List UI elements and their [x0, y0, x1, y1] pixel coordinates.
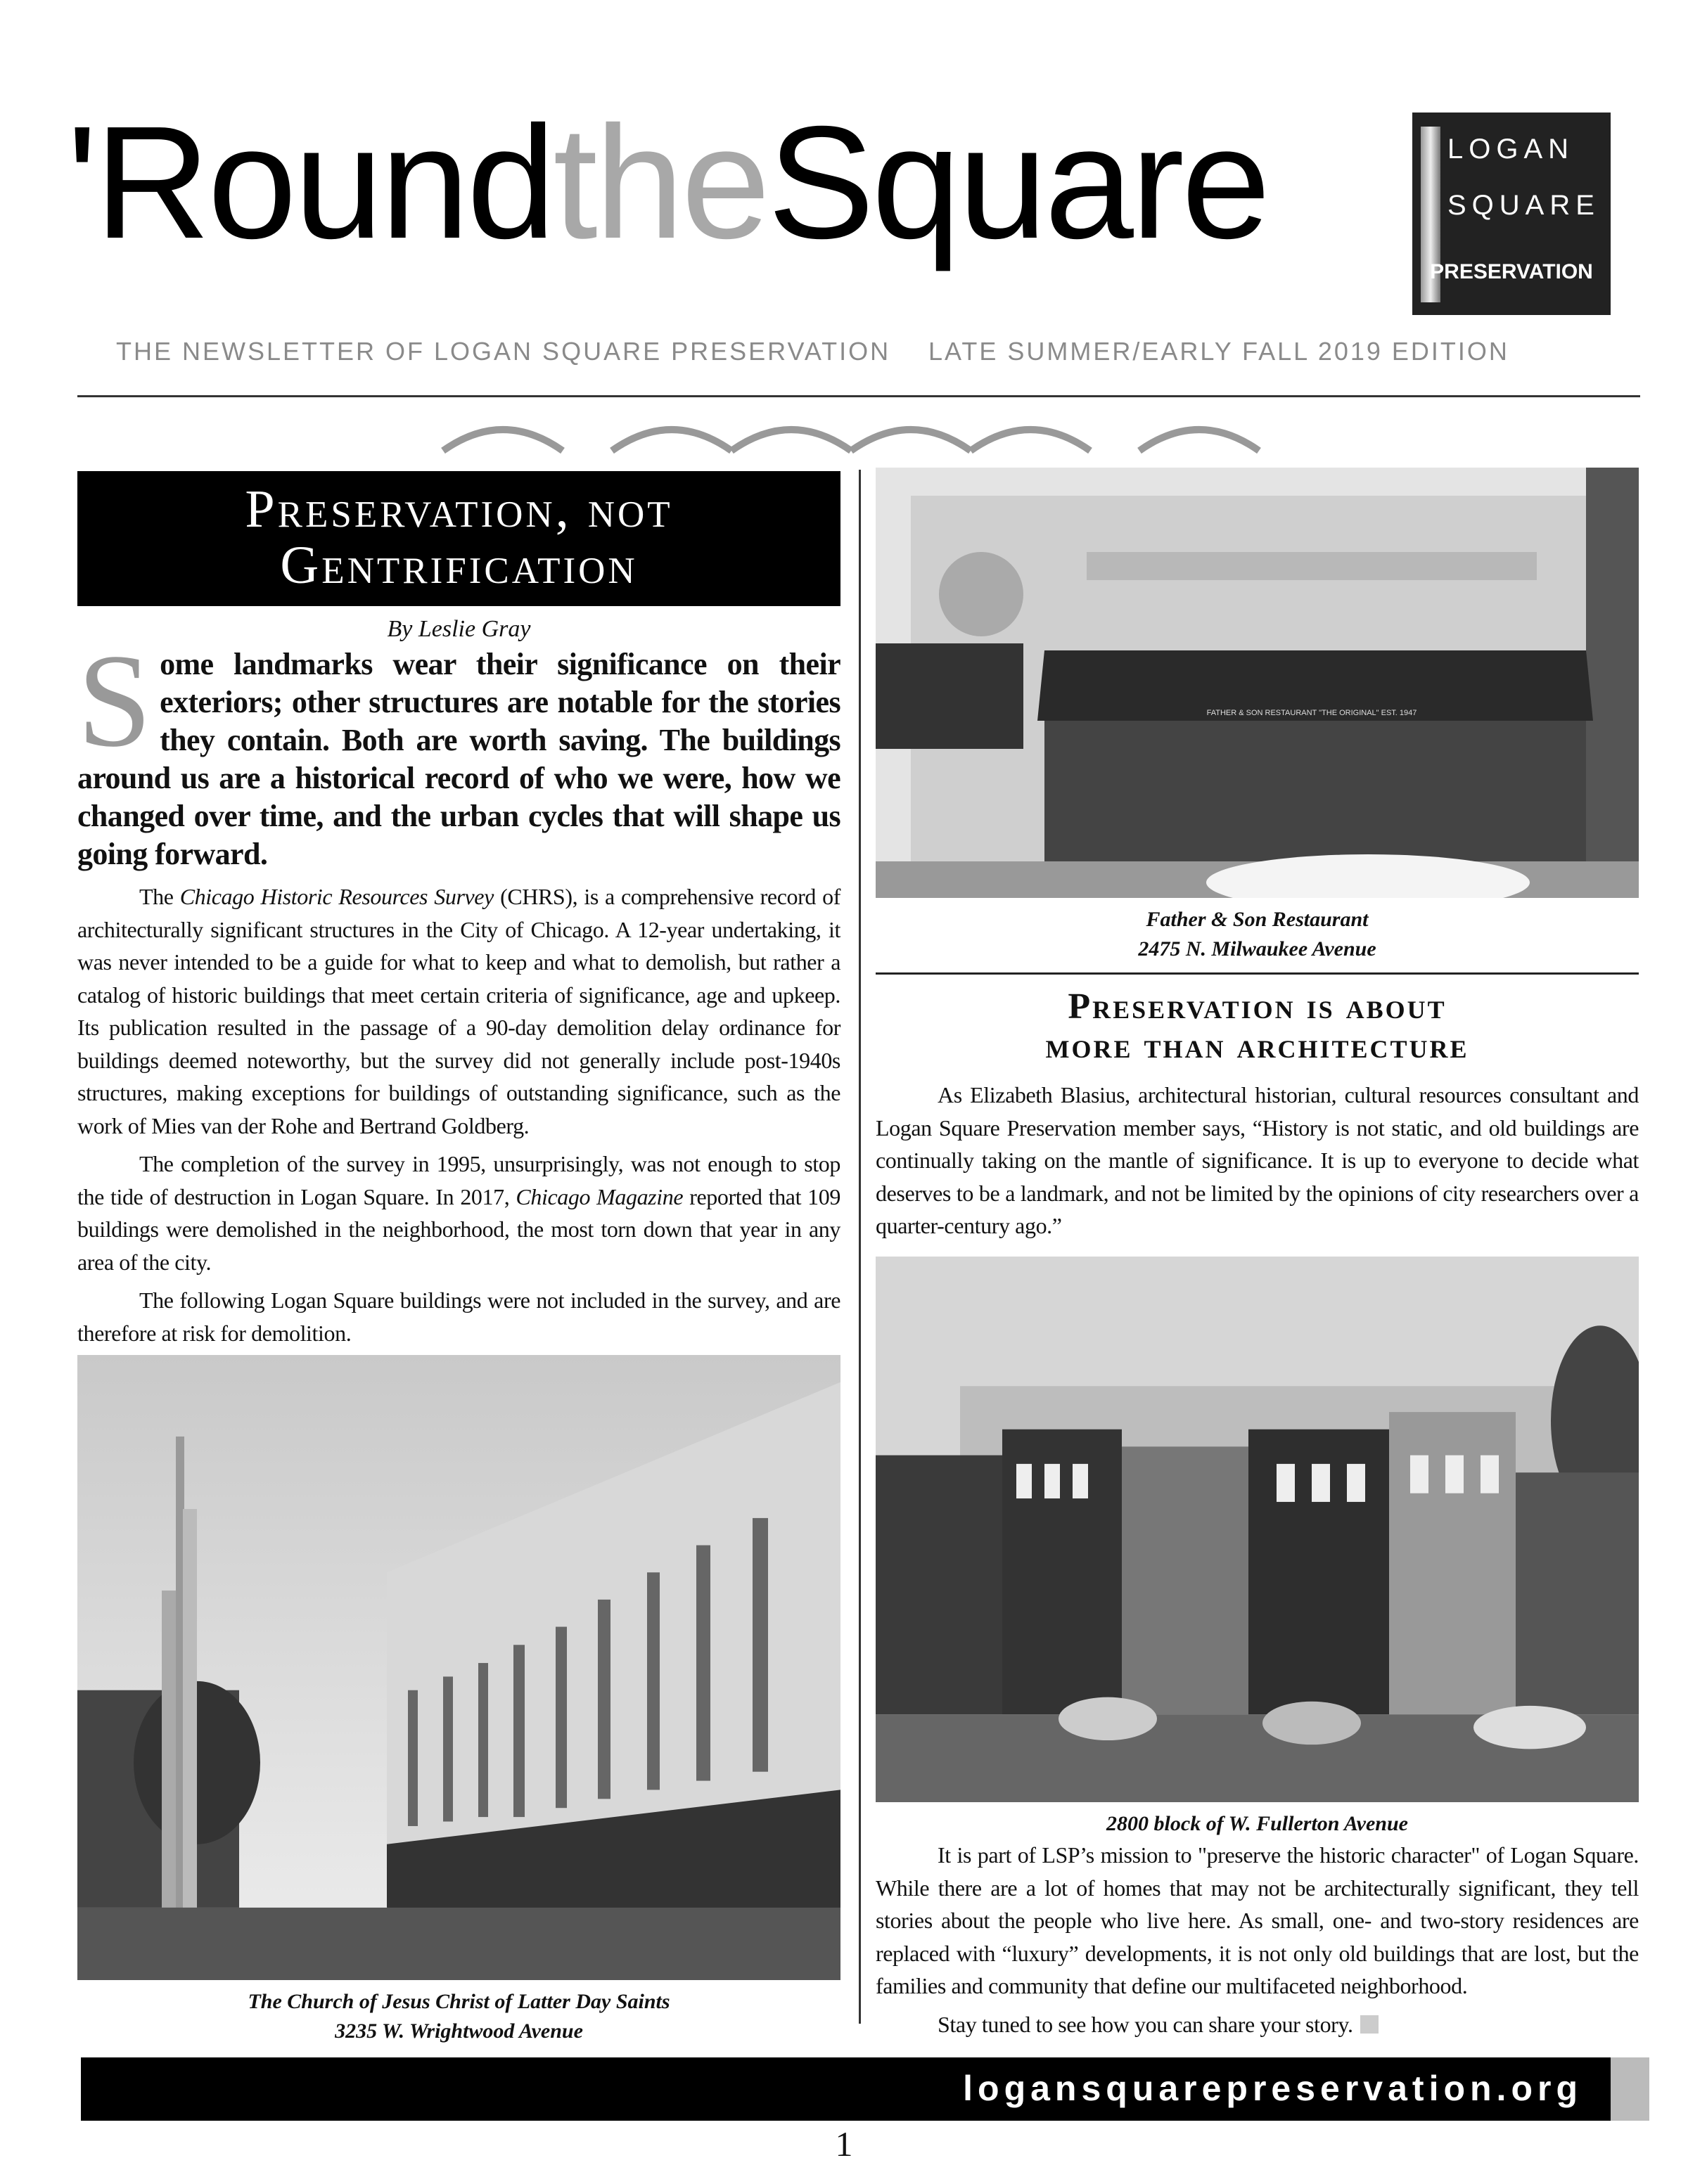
- title-square: Square: [767, 94, 1268, 272]
- church-photo-caption: [77, 1987, 840, 2046]
- end-mark-icon: [1360, 2015, 1379, 2034]
- logo-line-3: PRESERVATION: [1430, 260, 1593, 283]
- church-photo: [77, 1355, 840, 1980]
- article-headline: Preservation, not Gentrification: [77, 471, 840, 606]
- article-body-right-1: [876, 1079, 1639, 1248]
- logo-line-1: LOGAN: [1447, 134, 1575, 165]
- headline-line: more than architecture: [1045, 1026, 1469, 1066]
- title-the: the: [553, 94, 768, 272]
- restaurant-sign: FATHER & SON RESTAURANT "THE ORIGINAL" EST. 1947: [1206, 709, 1417, 717]
- masthead-rule: [77, 395, 1640, 397]
- newsletter-title: [67, 42, 1403, 323]
- logan-square-preservation-logo: [1412, 113, 1611, 315]
- caption-line: 3235 W. Wrightwood Avenue: [335, 2019, 583, 2043]
- paragraph: It is part of LSP’s mission to "preserve the historic character" of Logan Square. While there are a lot of homes that may not be architecturally significant, they tell stories about the people who live here. As small, one- and two-story residences are replaced with “luxury” developments, it is not only old buildings that are lost, but the families and community that define our multifaceted neighborhood.: [876, 1842, 1639, 1998]
- section-rule: [876, 972, 1639, 975]
- restaurant-photo-caption: [876, 905, 1639, 964]
- logo-line-2: SQUARE: [1447, 190, 1600, 221]
- right-column: [876, 468, 1639, 2046]
- left-column: [77, 471, 840, 2046]
- drop-cap: S: [77, 627, 152, 775]
- footer-accent-square: [1611, 2057, 1649, 2121]
- page-number: 1: [835, 2124, 853, 2164]
- text: (CHRS), is a comprehensive record of architecturally significant structures in the City of Chicago. A 12-year undertaking, it was never intended to be a guide for what to keep and what to demolish, but rather a catalog of historic buildings that meet certain criteria of significance, age and upkeep. Its publication resulted in the passage of a 90-day demolition delay ordinance for buildings deemed noteworthy, but the survey did not generally include post-1940s structures, making exceptions for buildings of outstanding significance, such as the work of Mies van der Rohe and Bertrand Goldberg.: [77, 884, 841, 1138]
- lead-text: ome landmarks wear their significance on their exteriors; other structures are notable for the stories they contain. Both are worth saving. The buildings around us are a historical record of who we were, how we changed over time, and the urban cycles that will shape us going forward.: [77, 647, 840, 871]
- fullerton-avenue-photo: [876, 1257, 1639, 1803]
- restaurant-photo: [876, 468, 1639, 898]
- ornament-divider-icon: [436, 412, 1266, 454]
- paragraph: [876, 2008, 1639, 2041]
- closing-text: Stay tuned to see how you can share your story.: [938, 2011, 1353, 2037]
- text: The completion of the survey in 1995, unsurprisingly, was not enough to stop the tide of destruction in Logan Square. In 2017,: [77, 1151, 840, 1209]
- section-headline: [876, 987, 1639, 1066]
- subtitle-left: THE NEWSLETTER OF LOGAN SQUARE PRESERVATION: [116, 337, 891, 366]
- website-link[interactable]: logansquarepreservation.org: [963, 2069, 1582, 2108]
- magazine-title: Chicago Magazine: [516, 1183, 684, 1209]
- title-round: 'Round: [67, 94, 554, 272]
- caption-line: Father & Son Restaurant: [1146, 908, 1369, 931]
- article-body-left: [77, 880, 840, 1355]
- article-body-right-2: [876, 1839, 1639, 2046]
- column-divider: [859, 470, 861, 2024]
- survey-title: Chicago Historic Resources Survey: [179, 884, 494, 909]
- paragraph: The following Logan Square buildings were not included in the survey, and are therefore at risk for demolition.: [77, 1287, 840, 1346]
- edition-label: LATE SUMMER/EARLY FALL 2019 EDITION: [928, 337, 1509, 366]
- caption-line: The Church of Jesus Christ of Latter Day Saints: [248, 1990, 670, 2013]
- byline: By Leslie Gray: [387, 616, 531, 642]
- paragraph: As Elizabeth Blasius, architectural historian, cultural resources consultant and Logan Square Preservation member says, “History is not static, and old buildings are continually taking on the mantle of significance. It is up to everyone to decide what deserves to be a landmark, and not be limited by the opinions of city researchers over a quarter-century ago.”: [876, 1082, 1639, 1238]
- text: reported that 109 buildings were demolished in the neighborhood, the most torn down that year in any area of the city.: [77, 1183, 840, 1275]
- caption-line: 2475 N. Milwaukee Avenue: [1138, 937, 1376, 961]
- text: The: [139, 884, 180, 909]
- headline-line: Preservation is about: [1068, 987, 1447, 1027]
- fullerton-photo-caption: 2800 block of W. Fullerton Avenue: [1106, 1812, 1408, 1835]
- paragraph: [77, 880, 840, 1142]
- masthead-subtitle: [116, 330, 1621, 373]
- paragraph: [77, 1148, 840, 1278]
